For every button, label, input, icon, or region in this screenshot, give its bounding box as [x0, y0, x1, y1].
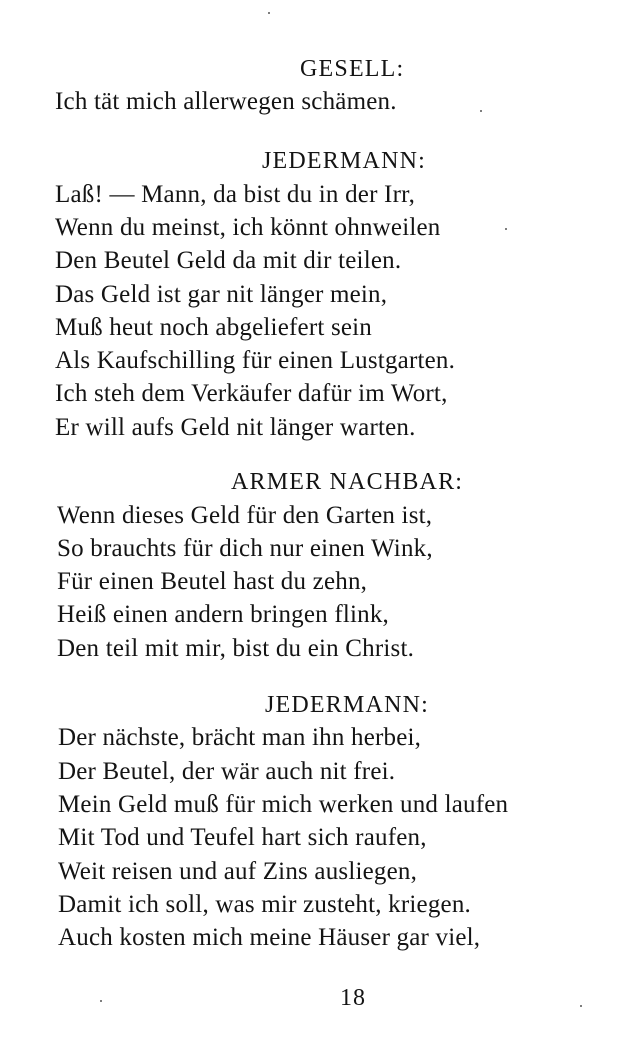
verse-line: Heiß einen andern bringen flink, [57, 601, 389, 628]
verse-line: Weit reisen und auf Zins ausliegen, [58, 858, 418, 885]
verse-line: Muß heut noch abgeliefert sein [55, 314, 373, 341]
verse-line: Wenn dieses Geld für den Garten ist, [57, 502, 433, 529]
verse-line: Mit Tod und Teufel hart sich raufen, [58, 824, 427, 851]
verse-line: Für einen Beutel hast du zehn, [57, 568, 368, 595]
verse-line: Er will aufs Geld nit länger warten. [55, 414, 416, 441]
speaker-heading-jedermann: JEDERMANN: [265, 692, 430, 718]
scan-speck [480, 110, 482, 112]
verse-line: Auch kosten mich meine Häuser gar viel, [58, 924, 481, 951]
page-number: 18 [340, 985, 366, 1011]
verse-line: Der Beutel, der wär auch nit frei. [58, 758, 396, 785]
speaker-heading-jedermann: JEDERMANN: [262, 148, 427, 174]
verse-line: Laß! — Mann, da bist du in der Irr, [55, 181, 416, 208]
scan-speck [268, 12, 270, 14]
verse-line: Als Kaufschilling für einen Lustgarten. [55, 347, 456, 374]
verse-line: Ich tät mich allerwegen schämen. [55, 88, 397, 115]
speaker-heading-gesell: GESELL: [300, 56, 405, 82]
verse-line: Ich steh dem Verkäufer dafür im Wort, [55, 380, 448, 407]
verse-line: So brauchts für dich nur einen Wink, [57, 535, 433, 562]
verse-line: Wenn du meinst, ich könnt ohnweilen [55, 214, 441, 241]
verse-line: Der nächste, brächt man ihn herbei, [58, 724, 422, 751]
scan-speck [100, 1000, 102, 1002]
verse-line: Den teil mit mir, bist du ein Christ. [57, 635, 415, 662]
scan-speck [505, 228, 507, 230]
verse-line: Das Geld ist gar nit länger mein, [55, 281, 388, 308]
scan-speck [580, 1005, 582, 1007]
verse-line: Mein Geld muß für mich werken und laufen [58, 791, 509, 818]
verse-line: Den Beutel Geld da mit dir teilen. [55, 247, 402, 274]
speaker-heading-armer-nachbar: ARMER NACHBAR: [231, 469, 464, 495]
verse-line: Damit ich soll, was mir zusteht, kriegen. [58, 891, 471, 918]
